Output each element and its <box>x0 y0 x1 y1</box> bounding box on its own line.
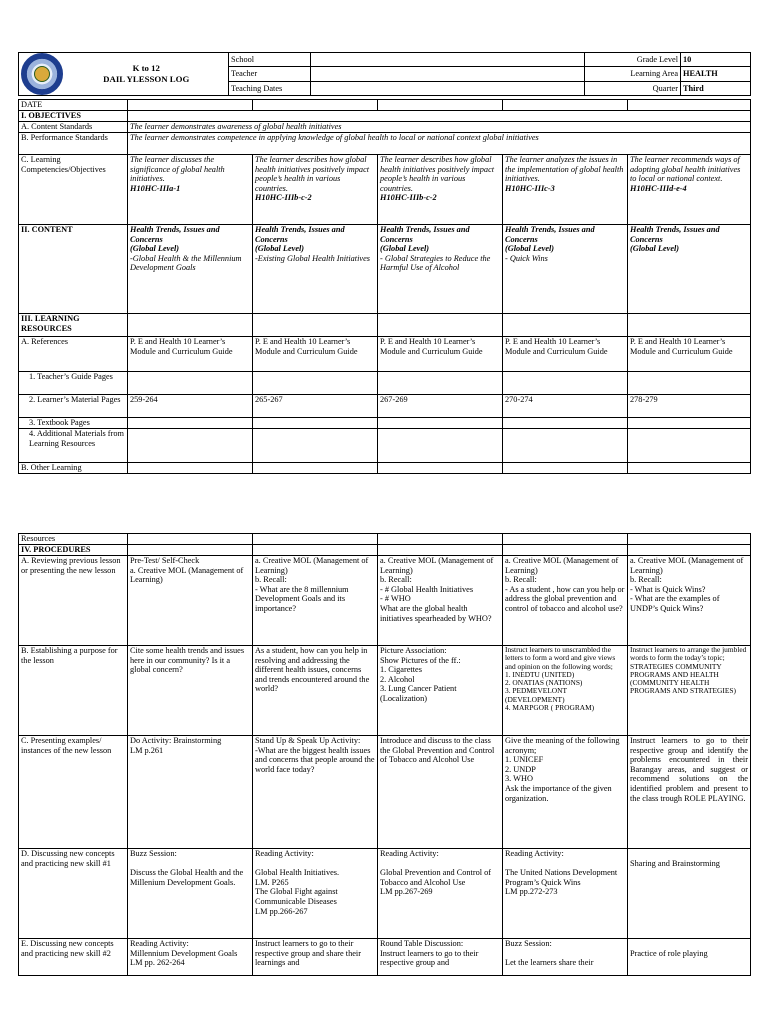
learners-material-pages: 278-279 <box>628 395 751 418</box>
procedures-empty <box>128 545 253 556</box>
procedure-label: E. Discussing new concepts and practicing new skill #2 <box>19 939 128 976</box>
competency-cell <box>253 155 378 225</box>
date-cell[interactable] <box>128 100 253 111</box>
procedures-heading: IV. PROCEDURES <box>19 545 128 556</box>
reference-cell: P. E and Health 10 Learner’s Module and Curriculum Guide <box>628 337 751 372</box>
resources-continued-label: Resources <box>19 534 128 545</box>
textbook-cell[interactable] <box>628 418 751 429</box>
references-label: A. References <box>19 337 128 372</box>
procedure-cell: a. Creative MOL (Management of Learning) b. Recall: - What are the 8 millennium Development Goals and its importance? <box>253 556 378 646</box>
teaching-dates-label: Teaching Dates <box>229 81 311 95</box>
date-cell[interactable] <box>628 100 751 111</box>
textbook-cell[interactable] <box>503 418 628 429</box>
learners-material-pages: 259-264 <box>128 395 253 418</box>
procedure-cell: a. Creative MOL (Management of Learning) b. Recall: - # Global Health Initiatives - # WHO What are the global health initiatives spearheaded by WHO? <box>378 556 503 646</box>
school-value[interactable] <box>311 53 585 67</box>
content-cell <box>253 225 378 314</box>
procedure-cell: Reading Activity: Global Prevention and Control of Tobacco and Alcohol Use LM pp.267-269 <box>378 849 503 939</box>
competency-text: The learner describes how global health initiatives positively impact people’s health in various countries. <box>255 155 370 193</box>
competency-text: The learner recommends ways of adopting global health initiatives to local or national context. <box>630 155 741 184</box>
competency-code: H10HC-IIId-e-4 <box>630 183 687 193</box>
textbook-cell[interactable] <box>378 418 503 429</box>
additional-cell[interactable] <box>128 429 253 463</box>
grade-level-label: Grade Level <box>585 53 681 67</box>
content-title: Health Trends, Issues and Concerns (Global Level) <box>630 225 720 254</box>
procedure-cell: Stand Up & Speak Up Activity: -What are the biggest health issues and concerns that people around the world face today? <box>253 736 378 849</box>
content-subtopic: - Quick Wins <box>505 253 548 263</box>
procedure-cell: Practice of role playing <box>628 939 751 976</box>
procedure-cell: Buzz Session: Let the learners share their <box>503 939 628 976</box>
procedure-cell: Instruct learners to arrange the jumbled words to form the today’s topic; STRATEGIES COMMUNITY PROGRAMS AND HEALTH (COMMUNITY HEALTH PROGRAMS AND STRATEGIES) <box>628 646 751 736</box>
teachers-guide-cell[interactable] <box>128 372 253 395</box>
content-heading: II. CONTENT <box>19 225 128 314</box>
procedure-cell: Cite some health trends and issues here in our community? Is it a global concern? <box>128 646 253 736</box>
procedure-cell: Introduce and discuss to the class the Global Prevention and Control of Tobacco and Alcohol Use <box>378 736 503 849</box>
content-title: Health Trends, Issues and Concerns (Global Level) <box>505 225 595 254</box>
date-cell[interactable] <box>378 100 503 111</box>
content-cell <box>128 225 253 314</box>
title-line1: K to 12 <box>132 63 160 73</box>
content-subtopic: - Global Strategies to Reduce the Harmful Use of Alcohol <box>380 253 491 273</box>
procedure-cell: Picture Association: Show Pictures of the ff.: 1. Cigarettes 2. Alcohol 3. Lung Cancer Patient (Localization) <box>378 646 503 736</box>
procedure-label: B. Establishing a purpose for the lesson <box>19 646 128 736</box>
teacher-value[interactable] <box>311 67 585 81</box>
other-learning-cell[interactable] <box>628 463 751 474</box>
performance-standards-value: The learner demonstrates competence in applying knowledge of global health to local or national context global initiatives <box>128 133 751 155</box>
procedure-cell: Do Activity: Brainstorming LM p.261 <box>128 736 253 849</box>
procedure-label: D. Discussing new concepts and practicing new skill #1 <box>19 849 128 939</box>
teacher-label: Teacher <box>229 67 311 81</box>
additional-cell[interactable] <box>253 429 378 463</box>
reference-cell: P. E and Health 10 Learner’s Module and Curriculum Guide <box>503 337 628 372</box>
procedure-cell: a. Creative MOL (Management of Learning) b. Recall: - What is Quick Wins? - What are the examples of UNDP’s Quick Wins? <box>628 556 751 646</box>
content-cell <box>628 225 751 314</box>
teaching-dates-value[interactable] <box>311 81 585 95</box>
procedures-table <box>18 533 751 976</box>
content-title: Health Trends, Issues and Concerns (Global Level) <box>255 225 345 254</box>
reference-cell: P. E and Health 10 Learner’s Module and Curriculum Guide <box>378 337 503 372</box>
resources-empty <box>503 314 628 337</box>
learners-material-pages: 265-267 <box>253 395 378 418</box>
competency-code: H10HC-IIIb-c-2 <box>380 193 437 203</box>
resources-empty <box>628 314 751 337</box>
textbook-cell[interactable] <box>128 418 253 429</box>
content-standards-label: A. Content Standards <box>19 122 128 133</box>
learning-resources-heading: III. LEARNING RESOURCES <box>19 314 128 337</box>
procedure-cell: Instruct learners to go to their respective group and identify the problems encountered in their Barangay areas, and suggest or recommend solutions on the identified problem and present to the class trough ROLE PLAYING. <box>628 736 751 849</box>
competency-code: H10HC-IIIb-c-2 <box>255 193 312 203</box>
competency-cell <box>128 155 253 225</box>
content-title: Health Trends, Issues and Concerns (Global Level) <box>380 225 470 254</box>
procedures-empty <box>253 545 378 556</box>
procedure-cell: Give the meaning of the following acronym; 1. UNICEF 2. UNDP 3. WHO Ask the importance of the given organization. <box>503 736 628 849</box>
learning-area-value: HEALTH <box>681 67 751 81</box>
resources-continued-cell <box>628 534 751 545</box>
procedure-cell: As a student, how can you help in resolving and addressing the different health issues, concerns and trends encountered around the world? <box>253 646 378 736</box>
competency-text: The learner discusses the significance of global health initiatives. <box>130 155 225 184</box>
procedure-cell: Sharing and Brainstorming <box>628 849 751 939</box>
competency-cell <box>503 155 628 225</box>
procedure-label: C. Presenting examples/ instances of the new lesson <box>19 736 128 849</box>
procedure-cell: Reading Activity: Global Health Initiatives. LM. P265 The Global Fight against Communicable Diseases LM pp.266-267 <box>253 849 378 939</box>
competencies-label: C. Learning Competencies/Objectives <box>19 155 128 225</box>
teachers-guide-label: 1. Teacher’s Guide Pages <box>19 372 128 395</box>
resources-continued-cell <box>503 534 628 545</box>
quarter-value: Third <box>681 81 751 95</box>
textbook-cell[interactable] <box>253 418 378 429</box>
objectives-heading: I. OBJECTIVES <box>19 111 128 122</box>
competency-cell <box>378 155 503 225</box>
competency-code: H10HC-IIIc-3 <box>505 183 555 193</box>
content-title: Health Trends, Issues and Concerns (Global Level) <box>130 225 220 254</box>
reference-cell: P. E and Health 10 Learner’s Module and Curriculum Guide <box>253 337 378 372</box>
other-learning-cell[interactable] <box>378 463 503 474</box>
grade-level-value: 10 <box>681 53 751 67</box>
procedure-cell: Pre-Test/ Self-Check a. Creative MOL (Management of Learning) <box>128 556 253 646</box>
teachers-guide-cell[interactable] <box>503 372 628 395</box>
teachers-guide-cell[interactable] <box>378 372 503 395</box>
procedures-empty <box>378 545 503 556</box>
procedures-empty <box>628 545 751 556</box>
learners-material-pages: 270-274 <box>503 395 628 418</box>
additional-cell[interactable] <box>503 429 628 463</box>
resources-empty <box>378 314 503 337</box>
other-learning-cell[interactable] <box>253 463 378 474</box>
reference-cell: P. E and Health 10 Learner’s Module and Curriculum Guide <box>128 337 253 372</box>
resources-continued-cell <box>253 534 378 545</box>
resources-empty <box>253 314 378 337</box>
deped-seal-cell <box>19 53 65 96</box>
procedure-cell: Instruct learners to go to their respective group and share their learnings and <box>253 939 378 976</box>
competency-text: The learner analyzes the issues in the implementation of global health initiatives. <box>505 155 624 184</box>
content-cell <box>503 225 628 314</box>
teachers-guide-cell[interactable] <box>628 372 751 395</box>
content-subtopic: -Existing Global Health Initiatives <box>255 253 370 263</box>
procedure-cell: a. Creative MOL (Management of Learning) b. Recall: - As a student , how can you help or address the global prevention and control of tobacco and alcohol use? <box>503 556 628 646</box>
date-cell[interactable] <box>503 100 628 111</box>
content-subtopic: -Global Health & the Millennium Development Goals <box>130 253 242 273</box>
content-cell <box>378 225 503 314</box>
additional-materials-label: 4. Additional Materials from Learning Resources <box>19 429 128 463</box>
procedure-cell: Reading Activity: The United Nations Development Program’s Quick Wins LM pp.272-273 <box>503 849 628 939</box>
procedure-cell: Instruct learners to unscrambled the letters to form a word and give views and opinion on the following words; 1. INEDTU (UNITED) 2. ONATIAS (NATIONS) 3. PEDMEVELONT (DEVELOPMENT) 4. MARPGOR ( PROGRAM) <box>503 646 628 736</box>
resources-empty <box>128 314 253 337</box>
procedures-empty <box>503 545 628 556</box>
other-learning-cell[interactable] <box>503 463 628 474</box>
competency-cell <box>628 155 751 225</box>
performance-standards-label: B. Performance Standards <box>19 133 128 155</box>
procedure-cell: Round Table Discussion: Instruct learners to go to their respective group and <box>378 939 503 976</box>
learning-area-label: Learning Area <box>585 67 681 81</box>
log-title <box>65 53 229 96</box>
content-standards-value: The learner demonstrates awareness of global health initiatives <box>128 122 751 133</box>
resources-continued-cell <box>378 534 503 545</box>
date-cell[interactable] <box>253 100 378 111</box>
objectives-empty <box>128 111 751 122</box>
school-label: School <box>229 53 311 67</box>
textbook-pages-label: 3. Textbook Pages <box>19 418 128 429</box>
deped-seal-icon <box>21 53 63 95</box>
learners-material-pages: 267-269 <box>378 395 503 418</box>
additional-cell[interactable] <box>628 429 751 463</box>
competency-text: The learner describes how global health initiatives positively impact people’s health in various countries. <box>380 155 495 193</box>
resources-continued-cell <box>128 534 253 545</box>
quarter-label: Quarter <box>585 81 681 95</box>
title-line2: DAIL YLESSON LOG <box>103 74 190 84</box>
other-learning-cell[interactable] <box>128 463 253 474</box>
objectives-table <box>18 99 751 474</box>
learners-material-label: 2. Learner’s Material Pages <box>19 395 128 418</box>
additional-cell[interactable] <box>378 429 503 463</box>
procedure-cell: Buzz Session: Discuss the Global Health and the Millenium Development Goals. <box>128 849 253 939</box>
other-learning-label: B. Other Learning <box>19 463 128 474</box>
date-label: DATE <box>19 100 128 111</box>
procedure-label: A. Reviewing previous lesson or presenting the new lesson <box>19 556 128 646</box>
teachers-guide-cell[interactable] <box>253 372 378 395</box>
header-table <box>18 52 751 96</box>
competency-code: H10HC-IIIa-1 <box>130 183 181 193</box>
procedure-cell: Reading Activity: Millennium Development Goals LM pp. 262-264 <box>128 939 253 976</box>
